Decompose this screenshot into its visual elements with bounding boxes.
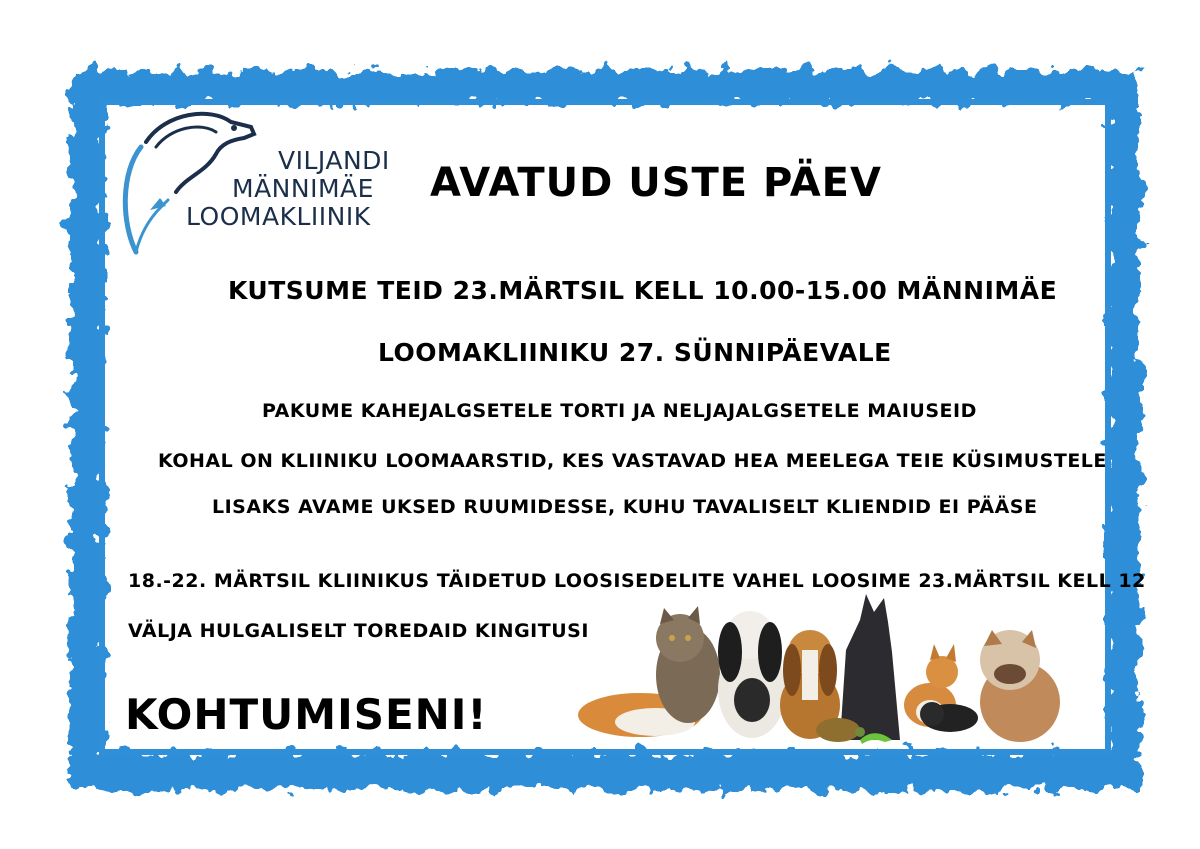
rooms-line: LISAKS AVAME UKSED RUUMIDESSE, KUHU TAVALISELT KLIENDID EI PÄÄSE [212,496,1038,518]
black-dog-icon [840,594,900,740]
treats-line: PAKUME KAHEJALGSETELE TORTI JA NELJAJALGSETELE MAIUSEID [262,400,977,422]
logo-line-1: VILJANDI [278,146,390,175]
bulldog-icon [980,630,1060,742]
puppy-icon [920,702,978,732]
logo-line-2: MÄNNIMÄE [232,174,374,203]
tabby-cat-icon [656,606,720,723]
gifts-line: VÄLJA HULGALISELT TOREDAID KINGITUSI [128,620,589,642]
logo-line-3: LOOMAKLIINIK [186,202,371,231]
raffle-line: 18.-22. MÄRTSIL KLIINIKUS TÄIDETUD LOOSISEDELITE VAHEL LOOSIME 23.MÄRTSIL KELL 12 [128,570,1146,592]
poster-title: AVATUD USTE PÄEV [430,160,882,206]
spaniel-icon [718,611,786,738]
vets-line: KOHAL ON KLIINIKU LOOMAARSTID, KES VASTAVAD HEA MEELEGA TEIE KÜSIMUSTELE [158,450,1107,472]
invitation-line: KUTSUME TEID 23.MÄRTSIL KELL 10.00-15.00 MÄNNIMÄE [228,276,1058,305]
pets-group-illustration [570,590,1080,750]
closing-text: KOHTUMISENI! [125,690,488,739]
birthday-line: LOOMAKLIINIKU 27. SÜNNIPÄEVALE [378,338,892,367]
